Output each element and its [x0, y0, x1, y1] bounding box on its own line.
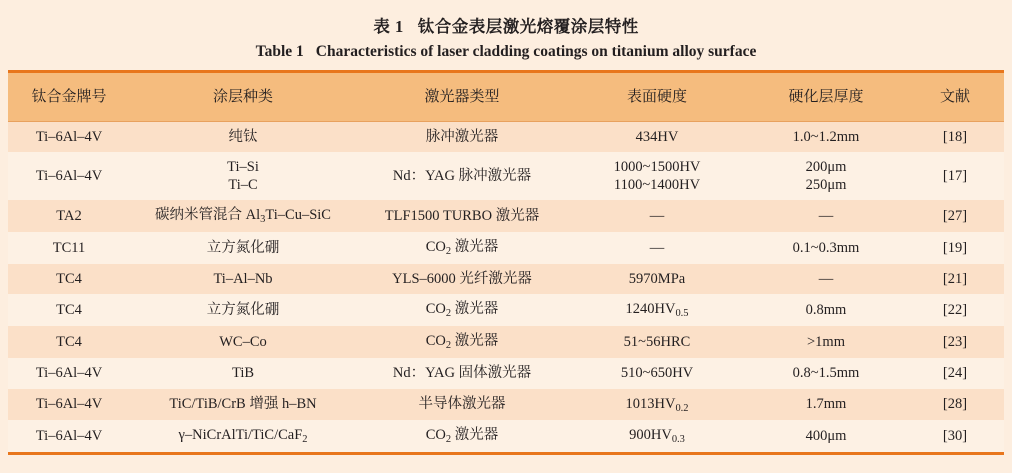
- cell-alloy-grade: Ti–6Al–4V: [8, 358, 130, 388]
- cell-layer-thickness-line2: 250μm: [805, 177, 847, 194]
- table-row: [8, 264, 1004, 294]
- cell-reference: [22]: [906, 294, 1004, 326]
- cell-laser-type: 脉冲激光器: [356, 122, 568, 153]
- cell-alloy-grade: Ti–6Al–4V: [8, 420, 130, 453]
- cell-surface-hardness: $1013HV_{0.2}$: [568, 389, 746, 421]
- cell-layer-thickness: 400μm: [746, 420, 906, 453]
- table-caption-english: [8, 43, 1004, 61]
- cell-reference: [21]: [906, 264, 1004, 294]
- cell-laser-type: Nd：YAG 固体激光器: [356, 358, 568, 388]
- cell-alloy-grade: TC11: [8, 232, 130, 264]
- table-title-chinese: 钛合金表层激光熔覆涂层特性: [417, 17, 639, 36]
- cell-laser-type: $CO_2$ 激光器: [356, 420, 568, 453]
- cell-surface-hardness-line1: 1000~1500HV: [613, 159, 701, 176]
- table-row: [8, 420, 1004, 453]
- cell-layer-thickness: 0.1~0.3mm: [746, 232, 906, 264]
- column-header-coating-type: 涂层种类: [130, 72, 356, 122]
- cell-layer-thickness: 1.7mm: [746, 389, 906, 421]
- cell-coating-type-line2: Ti–C: [228, 177, 258, 194]
- column-header-surface-hardness: 表面硬度: [568, 72, 746, 122]
- table-row: [8, 232, 1004, 264]
- table-row: [8, 326, 1004, 358]
- cell-coating-type-line1: Ti–Si: [227, 159, 259, 176]
- cell-alloy-grade: Ti–6Al–4V: [8, 122, 130, 153]
- cell-surface-hardness: —: [568, 200, 746, 232]
- cell-laser-type: $CO_2$ 激光器: [356, 232, 568, 264]
- table-title-english: Characteristics of laser cladding coatings on titanium alloy surface: [315, 43, 757, 60]
- table-row: [8, 122, 1004, 153]
- cell-laser-type: $CO_2$ 激光器: [356, 326, 568, 358]
- cell-coating-type: γ–NiCrAlTi/TiC/CaF$_2$: [130, 420, 356, 453]
- cell-surface-hardness: 51~56HRC: [568, 326, 746, 358]
- cell-coating-type: Ti–Al–Nb: [130, 264, 356, 294]
- cell-reference: [19]: [906, 232, 1004, 264]
- cell-coating-type: TiB: [130, 358, 356, 388]
- cell-reference: [30]: [906, 420, 1004, 453]
- cell-reference: [23]: [906, 326, 1004, 358]
- table-row: [8, 152, 1004, 200]
- table-row: [8, 389, 1004, 421]
- cell-reference: [17]: [906, 152, 1004, 200]
- cell-alloy-grade: TC4: [8, 264, 130, 294]
- cell-alloy-grade: Ti–6Al–4V: [8, 389, 130, 421]
- cell-coating-type: TiC/TiB/CrB 增强 h–BN: [130, 389, 356, 421]
- column-header-reference: 文献: [906, 72, 1004, 122]
- cell-alloy-grade: TA2: [8, 200, 130, 232]
- column-header-alloy-grade: 钛合金牌号: [8, 72, 130, 122]
- cell-laser-type: $CO_2$ 激光器: [356, 294, 568, 326]
- table-row: [8, 358, 1004, 388]
- cell-layer-thickness: 0.8mm: [746, 294, 906, 326]
- cell-laser-type: YLS–6000 光纤激光器: [356, 264, 568, 294]
- cell-reference: [24]: [906, 358, 1004, 388]
- table-caption-chinese: [8, 13, 1004, 37]
- cell-coating-type: 立方氮化硼: [130, 232, 356, 264]
- table-header-row: [8, 72, 1004, 122]
- cell-surface-hardness: $1240HV_{0.5}$: [568, 294, 746, 326]
- cell-layer-thickness: >1mm: [746, 326, 906, 358]
- cell-coating-type: 碳纳米管混合 $Al_3Ti-Cu$–SiC: [130, 200, 356, 232]
- cell-surface-hardness-line2: 1100~1400HV: [613, 177, 701, 194]
- column-header-hardened-layer-thickness: 硬化层厚度: [746, 72, 906, 122]
- cell-coating-type: WC–Co: [130, 326, 356, 358]
- table-number-chinese: 表 1: [373, 17, 404, 36]
- coating-characteristics-table: [8, 70, 1004, 455]
- cell-coating-type: 纯钛: [130, 122, 356, 153]
- cell-surface-hardness: 434HV: [568, 122, 746, 153]
- cell-laser-type: 半导体激光器: [356, 389, 568, 421]
- cell-reference: [28]: [906, 389, 1004, 421]
- cell-layer-thickness: [746, 152, 906, 200]
- cell-reference: [18]: [906, 122, 1004, 153]
- column-header-laser-type: 激光器类型: [356, 72, 568, 122]
- table-head: [8, 72, 1004, 122]
- cell-surface-hardness: 5970MPa: [568, 264, 746, 294]
- table-body: [8, 122, 1004, 454]
- cell-surface-hardness: [568, 152, 746, 200]
- cell-layer-thickness: —: [746, 200, 906, 232]
- cell-alloy-grade: Ti–6Al–4V: [8, 152, 130, 200]
- cell-alloy-grade: TC4: [8, 294, 130, 326]
- cell-alloy-grade: TC4: [8, 326, 130, 358]
- cell-layer-thickness: 0.8~1.5mm: [746, 358, 906, 388]
- cell-reference: [27]: [906, 200, 1004, 232]
- cell-laser-type: Nd：YAG 脉冲激光器: [356, 152, 568, 200]
- cell-laser-type: TLF1500 TURBO 激光器: [356, 200, 568, 232]
- cell-layer-thickness-line1: 200μm: [805, 159, 847, 176]
- cell-surface-hardness: 510~650HV: [568, 358, 746, 388]
- cell-coating-type: [130, 152, 356, 200]
- table-row: [8, 200, 1004, 232]
- cell-layer-thickness: 1.0~1.2mm: [746, 122, 906, 153]
- cell-surface-hardness: —: [568, 232, 746, 264]
- cell-surface-hardness: $900HV_{0.3}$: [568, 420, 746, 453]
- cell-layer-thickness: —: [746, 264, 906, 294]
- cell-coating-type: 立方氮化硼: [130, 294, 356, 326]
- table-row: [8, 294, 1004, 326]
- table-number-english: Table 1: [255, 43, 304, 60]
